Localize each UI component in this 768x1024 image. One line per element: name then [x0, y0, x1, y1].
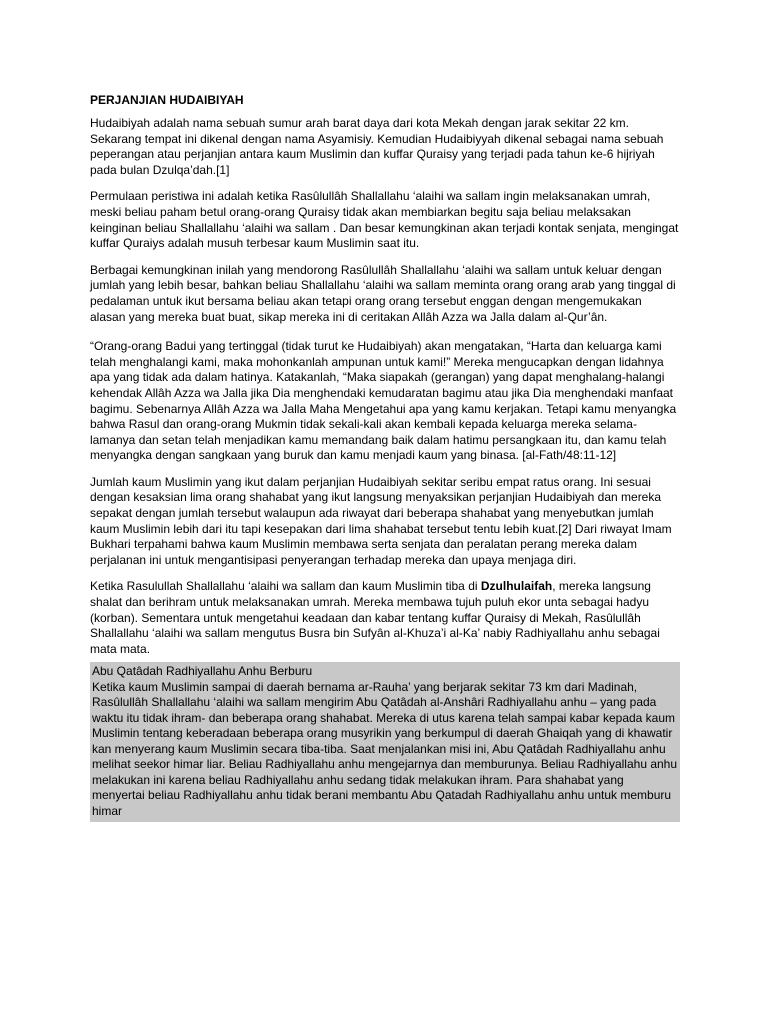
paragraph-verse-translation: “Orang-orang Badui yang tertinggal (tidak turut ke Hudaibiyah) akan mengatakan, “Harta dan keluarga kami telah menghalangi kami, maka mohonkanlah ampunan untuk kami!” Mereka mengucapkan dengan lidahnya apa yang tidak ada dalam hatinya. Katakanlah, “Maka siapakah (gerangan) yang dapat menghalang-halangi kehendak Allâh Azza wa Jalla jika Dia menghendaki kemudaratan bagimu atau jika Dia menghendaki manfaat bagimu. Sebenarnya Allâh Azza wa Jalla Maha Mengetahui apa yang kamu kerjakan. Tetapi kamu menyangka bahwa Rasul dan orang-orang Mukmin tidak sekali-kali akan kembali kepada keluarga mereka selama-lamanya dan setan telah menjadikan kamu memandang baik dalam hatimu persangkaan itu, dan kamu telah menyangka dengan sangkaan yang buruk dan kamu menjadi kaum yang binasa. [al-Fath/48:11-12]: [90, 339, 677, 463]
paragraph-umrah-intent: Permulaan peristiwa ini adalah ketika Rasûlullâh Shallallahu ‘alaihi wa sallam ingin melaksanakan umrah, meski beliau paham betul orang-orang Quraisy tidak akan membiarkan begitu saja beliau melaksakan keinginan beliau Shallallahu ‘alaihi wa sallam . Dan besar kemungkinan akan terjadi kontak senjata, mengingat kuffar Quraiys adalah musuh terbesar kaum Muslimin saat itu.: [90, 189, 679, 251]
paragraph-dzulhulaifah-start: Ketika Rasulullah Shallallahu ‘alaihi wa sallam dan kaum Muslimin tiba di: [90, 579, 481, 594]
paragraph-dzulhulaifah: [90, 579, 680, 657]
highlighted-section: [90, 662, 680, 822]
paragraph-number-of-muslims: Jumlah kaum Muslimin yang ikut dalam perjanjian Hudaibiyah sekitar seribu empat ratus orang. Ini sesuai dengan kesaksian lima orang shahabat yang ikut langsung menyaksikan perjanjian Hudaibiyah dan mereka sepakat dengan jumlah tersebut walaupun ada riwayat dari beberapa shahabat yang menyebutkan jumlah kaum Muslimin lebih dari itu tapi kesepakan dari lima shahabat tersebut tentu lebih kuat.[2] Dari riwayat Imam Bukhari terpahami bahwa kaum Muslimin membawa serta senjata dan peralatan perang mereka dalam perjalanan ini untuk mengantisipasi penyerangan terhadap mereka dan upaya menjaga diri.: [90, 474, 672, 567]
document-body: [90, 92, 680, 822]
section-heading-abu-qatadah: Abu Qatâdah Radhiyallahu Anhu Berburu: [92, 664, 313, 679]
paragraph-bedouins-refuse: Berbagai kemungkinan inilah yang mendorong Rasûlullâh Shallallahu ‘alaihi wa sallam untuk keluar dengan jumlah yang lebih besar, bahkan beliau Shallallahu ‘alaihi wa sallam meminta orang orang arab yang tinggal di pedalaman untuk ikut bersama beliau akan tetapi orang orang tersebut enggan dengan mengemukakan alasan yang mereka buat buat, sikap mereka ini di ceritakan Allâh Azza wa Jalla dalam al-Qur’ân.: [90, 262, 676, 324]
paragraph-definition: Hudaibiyah adalah nama sebuah sumur arah barat daya dari kota Mekah dengan jarak sekitar 22 km. Sekarang tempat ini dikenal dengan nama Asyamisiy. Kemudian Hudaibiyyah dikenal sebagai nama sebuah peperangan atau perjanjian antara kaum Muslimin dan kuffar Quraisy yang terjadi pada tahun ke-6 hijriyah pada bulan Dzulqa’dah.[1]: [90, 116, 664, 177]
document-title: PERJANJIAN HUDAIBIYAH: [90, 93, 244, 107]
place-name-dzulhulaifah: Dzulhulaifah: [480, 579, 553, 594]
section-text-abu-qatadah: Ketika kaum Muslimin sampai di daerah bernama ar-Rauha’ yang berjarak sekitar 73 km dari Madinah, Rasûlullâh Shallallahu ‘alaihi wa sallam mengirim Abu Qatâdah al-Anshâri Radhiyallahu anhu – yang pada waktu itu tidak ihram- dan beberapa orang shahabat. Mereka di utus karena telah sampai kabar kepada kaum Muslimin tentang keberadaan beberapa orang musyrikin yang berkumpul di daerah Ghaiqah yang di khawatir kan menyerang kaum Muslimin secara tiba-tiba. Saat menjalankan misi ini, Abu Qatâdah Radhiyallahu anhu melihat seekor himar liar. Beliau Radhiyallahu anhu mengejarnya dan memburunya. Beliau Radhiyallahu anhu melakukan ini karena beliau Radhiyallahu anhu sedang tidak melakukan ihram. Para shahabat yang menyertai beliau Radhiyallahu anhu tidak berani membantu Abu Qatadah Radhiyallahu anhu untuk memburu himar: [92, 679, 678, 818]
paragraph-dzulhulaifah-end: , mereka langsung shalat dan berihram untuk melaksanakan umrah. Mereka membawa tujuh puluh ekor unta sebagai hadyu (korban). Sementara untuk mengetahui keadaan dan kabar tentang kuffar Quraisy di Mekah, Rasûlullâh Shallallahu ‘alaihi wa sallam mengutus Busra bin Sufyân al-Khuza’i al-Ka’ nabiy Radhiyallahu anhu sebagai mata mata.: [90, 579, 660, 656]
